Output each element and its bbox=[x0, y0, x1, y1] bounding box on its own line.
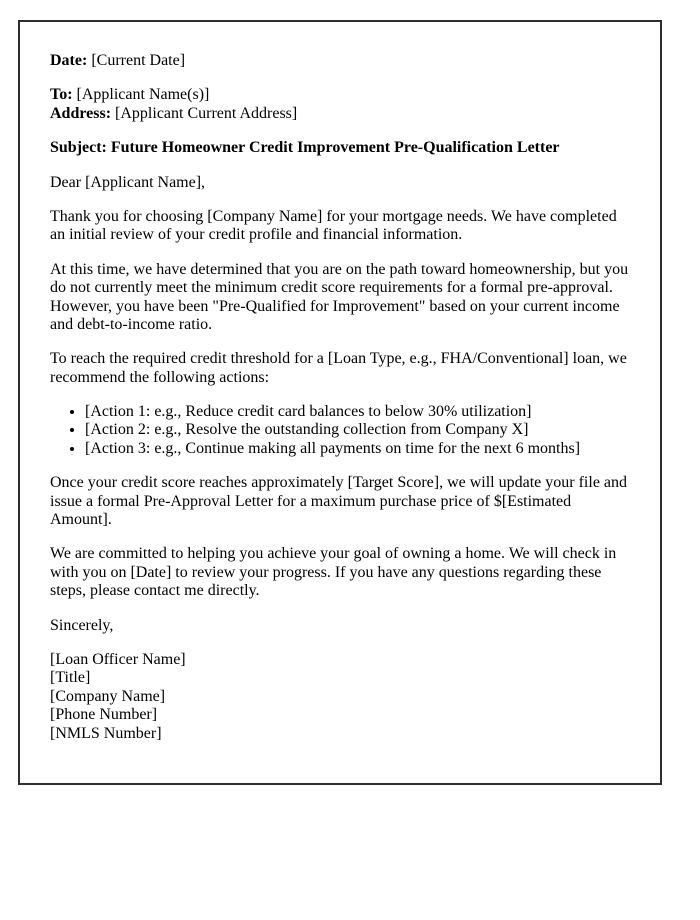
recipient-block bbox=[50, 86, 630, 123]
paragraph-intro: Thank you for choosing [Company Name] for your mortgage needs. We have completed an initial review of your credit profile and financial information. bbox=[50, 207, 617, 244]
signature-title: [Title] bbox=[50, 669, 91, 687]
signature-block bbox=[50, 651, 630, 743]
date-line bbox=[50, 52, 630, 70]
signature-company: [Company Name] bbox=[50, 687, 166, 705]
address-value: [Applicant Current Address] bbox=[111, 104, 298, 122]
paragraph-status: At this time, we have determined that you are on the path toward homeownership, but you do not currently meet the minimum credit score requirements for a formal pre-approval. However, you have been "Pre-Qualified for Improvement" based on your current income and debt-to-income ratio. bbox=[50, 260, 629, 333]
paragraph-actions-intro: To reach the required credit threshold for a [Loan Type, e.g., FHA/Conventional] loan, we recommend the following actions: bbox=[50, 350, 627, 386]
action-list bbox=[50, 403, 630, 458]
list-item: • [Action 2: e.g., Resolve the outstanding collection from Company X] bbox=[85, 421, 630, 439]
letter-frame bbox=[18, 20, 662, 785]
address-label: Address: bbox=[50, 104, 112, 122]
paragraph-commitment: We are committed to helping you achieve your goal of owning a home. We will check in with you on [Date] to review your progress. If you have any questions regarding these steps, please contact me directly. bbox=[50, 545, 617, 600]
list-item: • [Action 1: e.g., Reduce credit card balances to below 30% utilization] bbox=[85, 403, 630, 421]
subject-line: Subject: Future Homeowner Credit Improvement Pre-Qualification Letter bbox=[50, 139, 560, 157]
to-label: To: bbox=[50, 86, 73, 104]
date-value: [Current Date] bbox=[87, 52, 186, 69]
list-item: • [Action 3: e.g., Continue making all payments on time for the next 6 months] bbox=[85, 440, 630, 458]
to-value: [Applicant Name(s)] bbox=[72, 86, 210, 104]
signature-nmls: [NMLS Number] bbox=[50, 724, 162, 742]
salutation: Dear [Applicant Name], bbox=[50, 173, 206, 191]
signature-phone: [Phone Number] bbox=[50, 706, 158, 724]
signature-name: [Loan Officer Name] bbox=[50, 650, 186, 668]
closing: Sincerely, bbox=[50, 616, 114, 634]
date-label: Date: bbox=[50, 52, 88, 69]
paragraph-next-steps: Once your credit score reaches approximately [Target Score], we will update your file and issue a formal Pre-Approval Letter for a maximum purchase price of $[Estimated Amount]. bbox=[50, 474, 628, 529]
